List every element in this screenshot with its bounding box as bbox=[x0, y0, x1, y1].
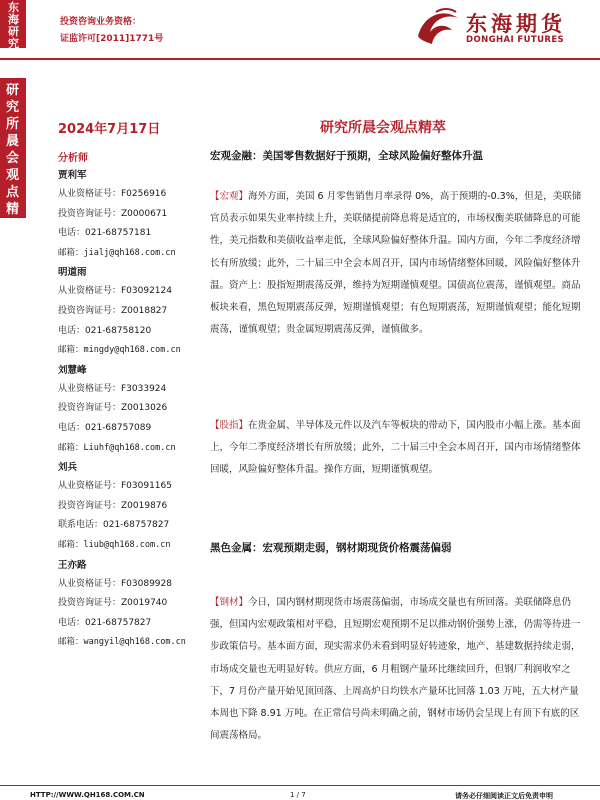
wave-logo-icon bbox=[414, 6, 462, 48]
analyst-consult-license: 投资咨询证号：Z0018827 bbox=[58, 305, 168, 316]
analyst-license: 从业资格证号：F03091165 bbox=[58, 481, 172, 492]
analyst-email: 邮箱：wangyil@qh168.com.cn bbox=[58, 637, 186, 648]
report-date: 2024年7月17日 bbox=[58, 122, 161, 137]
analyst-consult-license: 投资咨询证号：Z0000671 bbox=[58, 208, 168, 219]
ferrous-section-heading: 黑色金属：宏观预期走弱，钢材期现货价格震荡偏弱 bbox=[210, 542, 452, 554]
license-number: 证监许可[2011]1771号 bbox=[60, 34, 164, 44]
analyst-license: 从业资格证号：F03092124 bbox=[58, 286, 172, 297]
donghai-logo bbox=[414, 6, 594, 48]
stock-index-paragraph bbox=[210, 415, 582, 482]
analyst-email: 邮箱：jialj@qh168.com.cn bbox=[58, 247, 176, 258]
analyst-name: 王亦路 bbox=[58, 559, 87, 571]
footer-disclaimer: 请务必仔细阅读正文后免责申明 bbox=[455, 792, 553, 800]
analyst-email: 邮箱：liub@qh168.com.cn bbox=[58, 539, 171, 550]
steel-tag: 【钢材】 bbox=[210, 597, 249, 608]
analyst-card bbox=[58, 556, 208, 653]
steel-paragraph bbox=[210, 592, 582, 747]
header-divider bbox=[0, 58, 600, 60]
analyst-card bbox=[58, 166, 208, 263]
analyst-card bbox=[58, 361, 208, 458]
steel-text: 今日，国内钢材期现货市场震荡偏弱，市场成交量也有所回落。美联储降息仍强，但国内宏观政策相对平稳，且短期宏观预期不足以推动钢价强势上涨，仍需等待进一步政策信号。基本面方面，现实需求仍未看到明显好转迹象，地产、基建数据持续走弱，市场成交量也无明显好转。供应方面，6 月粗钢产量环比继续回升，但钢厂利润收窄之下，7 月份产量开始见顶回落、上周高炉日均铁水产量环比回落 1.03 万吨，五大材产量本周也下降 8.91 万吨。在正常信号尚未明确之前，钢材市场仍会呈现上有顶下有底的区间震荡格局。 bbox=[210, 597, 581, 742]
analyst-consult-license: 投资咨询证号：Z0013026 bbox=[58, 403, 168, 414]
macro-tag: 【宏观】 bbox=[210, 191, 249, 202]
analyst-phone: 电话：021-68757089 bbox=[58, 422, 152, 433]
vertical-report-title-bar bbox=[0, 78, 26, 234]
page-number: 1 / 7 bbox=[290, 791, 306, 799]
analyst-phone: 联系电话：021-68757827 bbox=[58, 520, 170, 531]
vertical-report-title: 研究所晨会观点精萃 bbox=[6, 83, 20, 234]
macro-paragraph bbox=[210, 186, 582, 341]
footer-divider bbox=[0, 785, 600, 786]
analyst-license: 从业资格证号：F03089928 bbox=[58, 578, 172, 589]
qualification-label: 投资咨询业务资格： bbox=[60, 17, 142, 27]
brand-tab bbox=[0, 0, 26, 48]
macro-text: 海外方面，美国 6 月零售销售月率录得 0%，高于预期的-0.3%，但是，美联储官员表示如果失业率持续上升，美联储提前降息将是适宜的，市场权衡美联储降息的可能性，美元指数和美债收益率走低，全球风险偏好整体升温。国内方面，今年二季度经济增长有所放缓；此外，二十届三中全会本周召开，国内市场情绪整体回暖，风险偏好整体升温。资产上：股指短期震荡反弹，维持为短期谨慎观望。国债高位震荡，谨慎观望。商品板块来看，黑色短期震荡反弹，短期谨慎观望；有色短期震荡，短期谨慎观望；能化短期震荡，谨慎观望；贵金属短期震荡反弹，谨慎做多。 bbox=[210, 191, 582, 336]
analyst-phone: 电话：021-68757181 bbox=[58, 228, 152, 239]
macro-section-heading: 宏观金融：美国零售数据好于预期，全球风险偏好整体升温 bbox=[210, 150, 483, 162]
analyst-license: 从业资格证号：F3033924 bbox=[58, 383, 167, 394]
stock-index-text: 在贵金属、半导体及元件以及汽车等板块的带动下，国内股市小幅上涨。基本面上，今年二季度经济增长有所放缓；此外，二十届三中全会本周召开，国内市场情绪整体回暖，风险偏好整体升温。操作方面，短期谨慎观望。 bbox=[210, 420, 581, 476]
analyst-name: 刘兵 bbox=[58, 462, 78, 474]
analyst-list bbox=[58, 166, 208, 653]
analyst-phone: 电话：021-68757827 bbox=[58, 617, 152, 628]
analyst-consult-license: 投资咨询证号：Z0019876 bbox=[58, 500, 168, 511]
analyst-name: 明道雨 bbox=[58, 267, 87, 279]
stock-index-tag: 【股指】 bbox=[210, 420, 249, 431]
analyst-name: 刘慧峰 bbox=[58, 364, 87, 376]
report-title: 研究所晨会观点精萃 bbox=[320, 120, 446, 136]
analyst-card bbox=[58, 458, 208, 555]
analyst-email: 邮箱：mingdy@qh168.com.cn bbox=[58, 345, 181, 356]
logo-english-text: DONGHAI FUTURES bbox=[466, 35, 565, 45]
analyst-card bbox=[58, 263, 208, 360]
brand-short-label: 东海研究 bbox=[8, 1, 19, 50]
analyst-name: 贾利军 bbox=[58, 170, 87, 181]
analysts-heading: 分析师 bbox=[58, 153, 88, 164]
analyst-consult-license: 投资咨询证号：Z0019740 bbox=[58, 598, 168, 609]
analyst-phone: 电话：021-68758120 bbox=[58, 325, 152, 336]
footer-website-link[interactable]: HTTP://WWW.QH168.COM.CN bbox=[30, 791, 145, 799]
analyst-email: 邮箱：Liuhf@qh168.com.cn bbox=[58, 442, 176, 453]
logo-chinese-text: 东海期货 bbox=[466, 11, 566, 36]
analyst-license: 从业资格证号：F0256916 bbox=[58, 189, 167, 199]
